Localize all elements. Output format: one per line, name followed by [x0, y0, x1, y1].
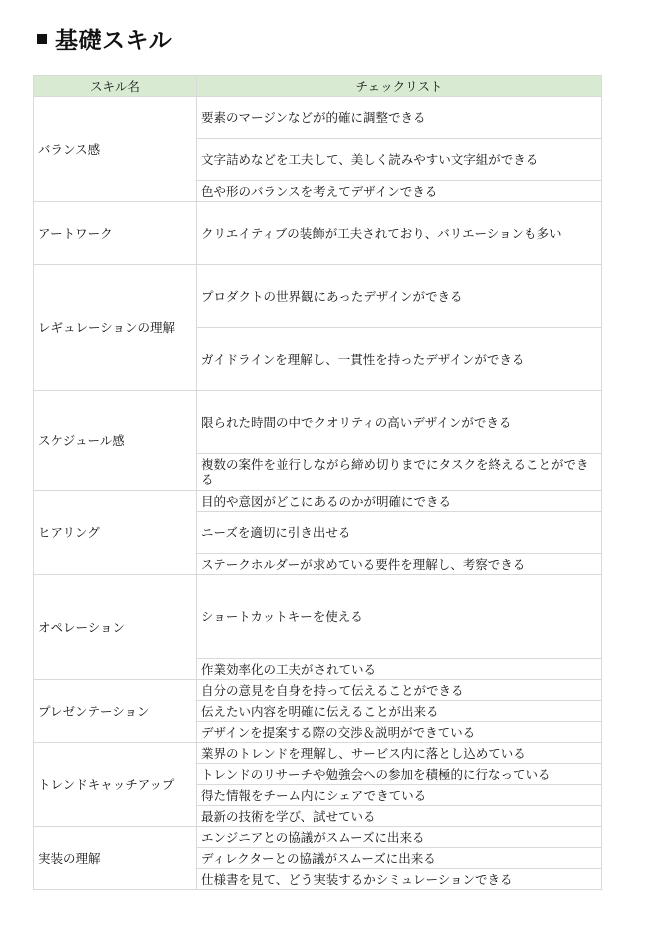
skill-name-cell: バランス感 — [34, 97, 197, 202]
table-row — [34, 680, 602, 701]
table-header-row — [34, 76, 602, 97]
table-row — [34, 265, 602, 328]
checklist-item: ショートカットキーを使える — [197, 575, 602, 659]
skill-name-cell: 実装の理解 — [34, 827, 197, 890]
table-row — [34, 202, 602, 265]
checklist-item: ニーズを適切に引き出せる — [197, 512, 602, 554]
table-row — [34, 391, 602, 454]
table-row — [34, 97, 602, 139]
skill-checklist-table — [33, 75, 602, 890]
skill-name-cell: レギュレーションの理解 — [34, 265, 197, 391]
checklist-item: 色や形のバランスを考えてデザインできる — [197, 181, 602, 202]
column-header-checklist: チェックリスト — [197, 76, 602, 97]
checklist-item: 最新の技術を学び、試せている — [197, 806, 602, 827]
skill-name-cell: プレゼンテーション — [34, 680, 197, 743]
column-header-skill: スキル名 — [34, 76, 197, 97]
skill-name-cell: スケジュール感 — [34, 391, 197, 491]
checklist-item: ステークホルダーが求めている要件を理解し、考察できる — [197, 554, 602, 575]
square-bullet-icon — [37, 34, 47, 44]
skill-name-cell: アートワーク — [34, 202, 197, 265]
checklist-item: トレンドのリサーチや勉強会への参加を積極的に行なっている — [197, 764, 602, 785]
checklist-item: 業界のトレンドを理解し、サービス内に落とし込めている — [197, 743, 602, 764]
checklist-item: エンジニアとの協議がスムーズに出来る — [197, 827, 602, 848]
table-row — [34, 743, 602, 764]
skill-name-cell: ヒアリング — [34, 491, 197, 575]
checklist-item: 自分の意見を自身を持って伝えることができる — [197, 680, 602, 701]
checklist-item: デザインを提案する際の交渉＆説明ができている — [197, 722, 602, 743]
page-title-text: 基礎スキル — [55, 28, 173, 54]
skill-name-cell: オペレーション — [34, 575, 197, 680]
checklist-item: 文字詰めなどを工夫して、美しく読みやすい文字組ができる — [197, 139, 602, 181]
checklist-item: 限られた時間の中でクオリティの高いデザインができる — [197, 391, 602, 454]
checklist-item: 作業効率化の工夫がされている — [197, 659, 602, 680]
checklist-item: ガイドラインを理解し、一貫性を持ったデザインができる — [197, 328, 602, 391]
checklist-item: 要素のマージンなどが的確に調整できる — [197, 97, 602, 139]
checklist-item: 複数の案件を並行しながら締め切りまでにタスクを終えることができる — [197, 454, 602, 491]
checklist-item: クリエイティブの装飾が工夫されており、バリエーションも多い — [197, 202, 602, 265]
checklist-item: 得た情報をチーム内にシェアできている — [197, 785, 602, 806]
checklist-item: 伝えたい内容を明確に伝えることが出来る — [197, 701, 602, 722]
page-title — [37, 22, 172, 55]
table-row — [34, 827, 602, 848]
table-row — [34, 575, 602, 659]
skill-name-cell: トレンドキャッチアップ — [34, 743, 197, 827]
checklist-item: 目的や意図がどこにあるのかが明確にできる — [197, 491, 602, 512]
checklist-item: 仕様書を見て、どう実装するかシミュレーションできる — [197, 869, 602, 890]
checklist-item: ディレクターとの協議がスムーズに出来る — [197, 848, 602, 869]
table-row — [34, 491, 602, 512]
checklist-item: プロダクトの世界観にあったデザインができる — [197, 265, 602, 328]
